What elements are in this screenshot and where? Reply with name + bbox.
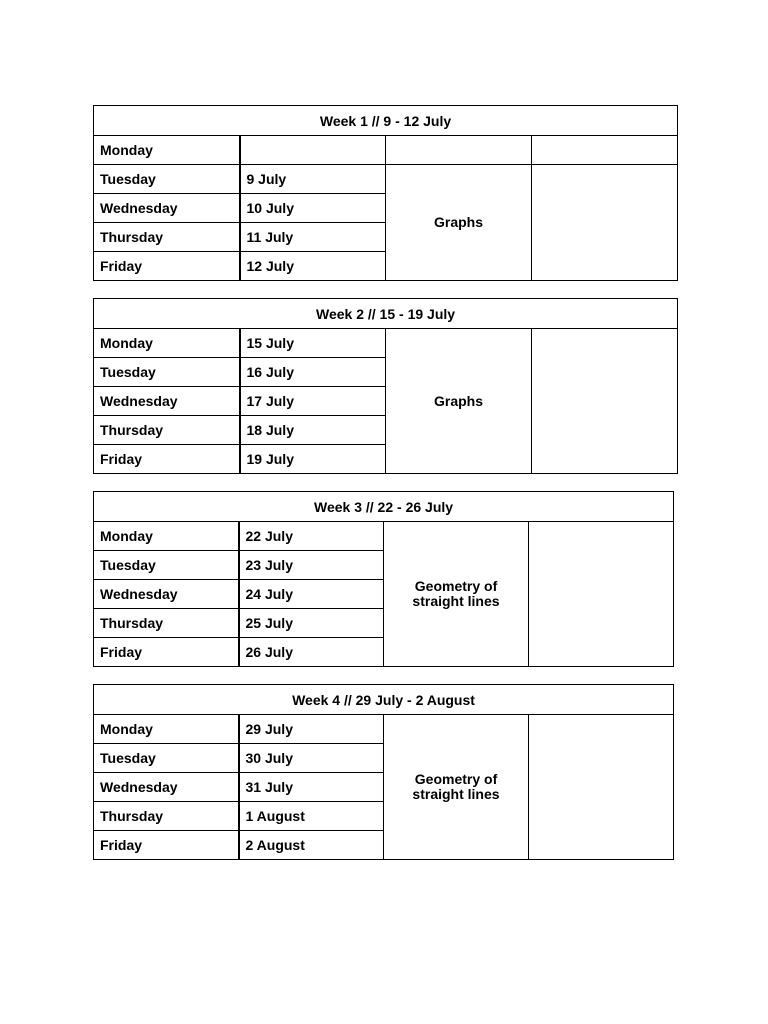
- topic-cell: Graphs: [386, 329, 532, 474]
- date-cell: 16 July: [240, 358, 386, 387]
- notes-cell: [532, 329, 678, 474]
- date-cell: 18 July: [240, 416, 386, 445]
- week-header-row: [94, 299, 678, 329]
- topic-cell: Geometry of straight lines: [384, 522, 529, 667]
- date-cell: 1 August: [239, 802, 384, 831]
- week-header: Week 3 // 22 - 26 July: [94, 492, 674, 522]
- date-cell: 24 July: [239, 580, 384, 609]
- date-cell: 10 July: [240, 194, 386, 223]
- week-header: Week 4 // 29 July - 2 August: [94, 685, 674, 715]
- day-cell: Wednesday: [94, 773, 239, 802]
- notes-cell-empty: [532, 136, 678, 165]
- table-row: [94, 329, 678, 358]
- notes-cell: [532, 165, 678, 281]
- day-cell: Monday: [94, 522, 239, 551]
- date-cell: 25 July: [239, 609, 384, 638]
- date-cell: 29 July: [239, 715, 384, 744]
- day-cell: Thursday: [94, 223, 240, 252]
- date-cell: 17 July: [240, 387, 386, 416]
- day-cell: Thursday: [94, 802, 239, 831]
- day-cell: Wednesday: [94, 580, 239, 609]
- date-cell: 23 July: [239, 551, 384, 580]
- day-cell: Wednesday: [94, 387, 240, 416]
- topic-cell: Geometry of straight lines: [384, 715, 529, 860]
- date-cell: 19 July: [240, 445, 386, 474]
- notes-cell: [529, 715, 674, 860]
- date-cell: [240, 136, 386, 165]
- table-row: [94, 165, 678, 194]
- week-header: Week 1 // 9 - 12 July: [94, 106, 678, 136]
- day-cell: Wednesday: [94, 194, 240, 223]
- day-cell: Thursday: [94, 416, 240, 445]
- week-1-table: [93, 105, 678, 281]
- table-row: [94, 522, 674, 551]
- day-cell: Tuesday: [94, 358, 240, 387]
- topic-cell: Graphs: [386, 165, 532, 281]
- date-cell: 9 July: [240, 165, 386, 194]
- date-cell: 30 July: [239, 744, 384, 773]
- notes-cell: [529, 522, 674, 667]
- date-cell: 26 July: [239, 638, 384, 667]
- day-cell: Monday: [94, 715, 239, 744]
- day-cell: Tuesday: [94, 551, 239, 580]
- week-header: Week 2 // 15 - 19 July: [94, 299, 678, 329]
- week-4-table: [93, 684, 674, 860]
- day-cell: Friday: [94, 831, 239, 860]
- topic-cell-empty: [386, 136, 532, 165]
- week-3-table: [93, 491, 674, 667]
- date-cell: 31 July: [239, 773, 384, 802]
- day-cell: Friday: [94, 252, 240, 281]
- date-cell: 22 July: [239, 522, 384, 551]
- day-cell: Thursday: [94, 609, 239, 638]
- week-header-row: [94, 106, 678, 136]
- week-header-row: [94, 685, 674, 715]
- day-cell: Monday: [94, 329, 240, 358]
- date-cell: 12 July: [240, 252, 386, 281]
- table-row: [94, 136, 678, 165]
- date-cell: 15 July: [240, 329, 386, 358]
- table-row: [94, 715, 674, 744]
- week-header-row: [94, 492, 674, 522]
- day-cell: Friday: [94, 638, 239, 667]
- day-cell: Friday: [94, 445, 240, 474]
- date-cell: 2 August: [239, 831, 384, 860]
- day-cell: Tuesday: [94, 744, 239, 773]
- day-cell: Monday: [94, 136, 240, 165]
- week-2-table: [93, 298, 678, 474]
- date-cell: 11 July: [240, 223, 386, 252]
- day-cell: Tuesday: [94, 165, 240, 194]
